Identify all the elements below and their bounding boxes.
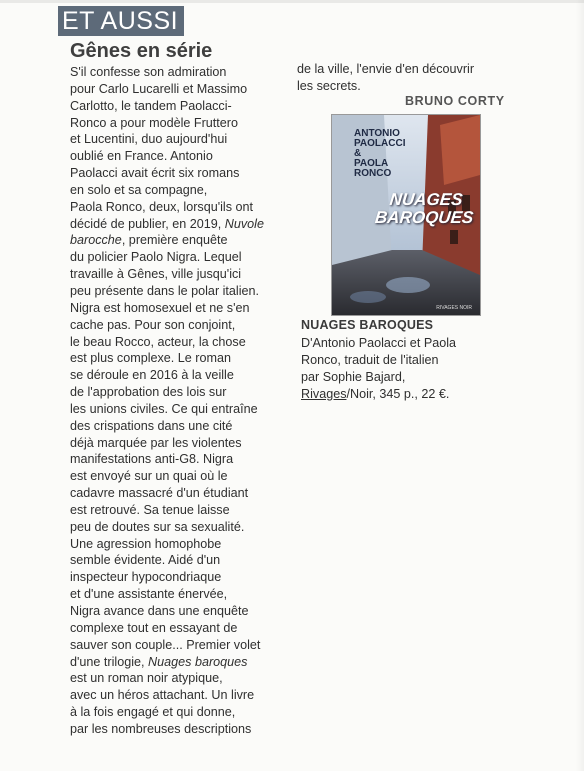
cover-title: NUAGES BAROQUES (374, 190, 475, 227)
book-details (301, 335, 501, 403)
top-rule (0, 0, 584, 3)
author-byline: BRUNO CORTY (405, 94, 505, 108)
cover-publisher-logo: RIVAGES NOIR (436, 305, 472, 311)
body-text-2: , première enquête du policier Paolo Nigra. Lequel travaille à Gênes, ville jusqu'ici peu présente dans le polar italien. Nigra est homosexuel et ne s'en cache pas. Pour son conjoint, le beau Rocco, acteur, la chose est plus complexe. Le roman se déroule en 2016 à la veille de l'approbation des lois sur les unions civiles. Ce qui entraîne des crispations dans une cité déjà marquée par les violentes manifestations anti-G8. Nigra est envoyé sur un quai où le cadavre massacré d'un étudiant est retrouvé. Sa tenue laisse peu de doutes sur sa sexualité. Une agression homophobe semble évidente. Aidé d'un inspecteur hypocondriaque et d'une assistante énervée, Nigra avance dans une enquête complexe tout en essayant de sauver son couple... Premier volet d'une trilogie, (70, 233, 261, 669)
body-italic-title-1: Nuvole barocche (70, 216, 264, 248)
book-info-text: D'Antonio Paolacci et Paola Ronco, traduit de l'italien par Sophie Bajard, (301, 336, 457, 384)
article-body (70, 64, 300, 738)
page-edge-shadow (576, 0, 584, 771)
book-info-price: /Noir, 345 p., 22 €. (346, 386, 450, 401)
body-text-1: S'il confesse son admiration pour Carlo Lucarelli et Massimo Carlotto, le tandem Paolacci- Ronco a pour modèle Fruttero et Lucentini, duo aujourd'hui oublié en France. Antonio Paolacci avait écrit six romans en solo et sa compagne, Paola Ronco, deux, lorsqu'ils ont décidé de publier, en 2019, (70, 65, 254, 231)
body-italic-title-2: Nuages baroques (148, 654, 248, 669)
article-body-continued: de la ville, l'envie d'en découvrir les secrets. (297, 62, 475, 93)
publisher-link[interactable]: Rivages (301, 386, 347, 401)
body-text-3: est un roman noir atypique, avec un héros attachant. Un livre à la fois engagé et qui donne, par les nombreuses descriptions (70, 671, 255, 736)
section-tag: ET AUSSI (58, 6, 184, 36)
article-headline: Gênes en série (70, 40, 213, 62)
book-title: NUAGES BAROQUES (301, 318, 434, 332)
book-cover (331, 114, 481, 316)
cover-authors: ANTONIO PAOLACCI & PAOLA RONCO (354, 128, 406, 179)
